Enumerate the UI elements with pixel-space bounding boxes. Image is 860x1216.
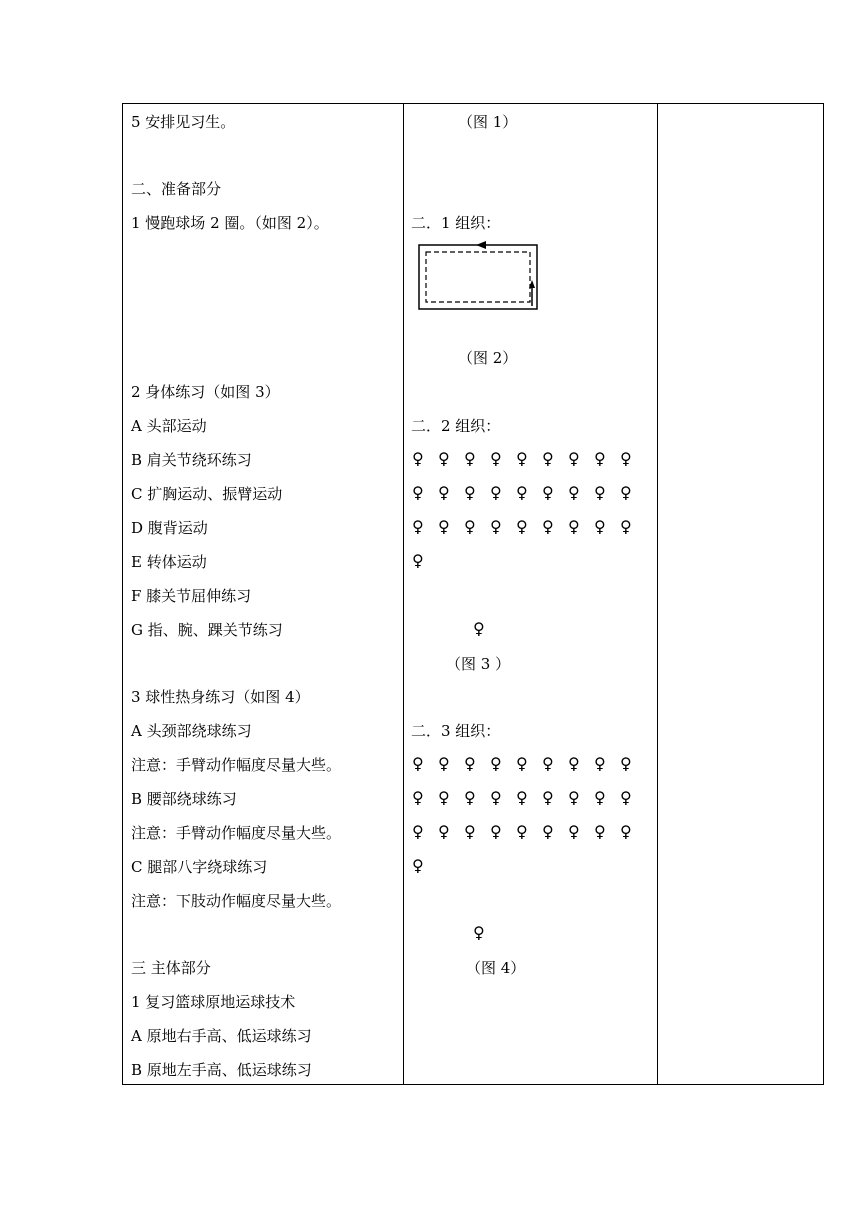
left-line-body-exercise: 2 身体练习（如图 3）	[131, 383, 280, 401]
student-symbol: ♀	[438, 483, 450, 502]
left-line-left-hand: B 原地左手高、低运球练习	[131, 1061, 312, 1079]
student-symbol: ♀	[438, 517, 450, 536]
left-line-jog: 1 慢跑球场 2 圈。（如图 2）。	[131, 214, 329, 232]
student-symbol: ♀	[594, 822, 606, 841]
left-line-waist-ball: B 腰部绕球练习	[131, 790, 237, 808]
student-symbol: ♀	[412, 788, 424, 807]
left-line-abdomen: D 腹背运动	[131, 519, 208, 537]
student-symbol: ♀	[542, 449, 554, 468]
left-line-twist: E 转体运动	[131, 553, 207, 571]
student-symbol: ♀	[490, 754, 502, 773]
student-symbol: ♀	[516, 788, 528, 807]
teacher-symbol-figure-3: ♀	[473, 619, 485, 638]
court-outline	[419, 245, 537, 309]
student-symbol: ♀	[490, 449, 502, 468]
left-line-section-preparation: 二、准备部分	[131, 180, 222, 198]
organization-3-label: 二．3 组织：	[411, 722, 501, 740]
figure-1-caption: （图 1）	[458, 113, 518, 131]
student-symbol: ♀	[594, 483, 606, 502]
student-symbol: ♀	[490, 483, 502, 502]
student-symbol: ♀	[620, 517, 632, 536]
student-symbol: ♀	[620, 754, 632, 773]
student-symbol: ♀	[438, 822, 450, 841]
student-symbol: ♀	[542, 483, 554, 502]
student-symbol: ♀	[568, 822, 580, 841]
organization-2-label: 二．2 组织：	[411, 417, 501, 435]
figure-2-caption: （图 2）	[458, 349, 518, 367]
column-divider-2	[657, 104, 658, 1084]
left-line-head: A 头部运动	[131, 417, 207, 435]
student-symbol: ♀	[438, 449, 450, 468]
running-path	[426, 252, 530, 302]
left-line-ball-warmup: 3 球性热身练习（如图 4）	[131, 688, 310, 706]
student-symbol: ♀	[438, 788, 450, 807]
student-symbol: ♀	[412, 822, 424, 841]
student-symbol: ♀	[516, 822, 528, 841]
left-line-right-hand: A 原地右手高、低运球练习	[131, 1027, 312, 1045]
student-symbol: ♀	[516, 517, 528, 536]
student-symbol: ♀	[464, 822, 476, 841]
student-symbol: ♀	[594, 517, 606, 536]
left-line-shoulder: B 肩关节绕环练习	[131, 451, 252, 469]
student-symbol: ♀	[568, 788, 580, 807]
left-line-neck-ball: A 头颈部绕球练习	[131, 722, 252, 740]
student-symbol: ♀	[438, 754, 450, 773]
student-symbol: ♀	[464, 754, 476, 773]
student-symbol: ♀	[568, 754, 580, 773]
student-symbol: ♀	[464, 449, 476, 468]
student-symbol: ♀	[412, 754, 424, 773]
student-symbol: ♀	[412, 517, 424, 536]
student-symbol: ♀	[516, 449, 528, 468]
figure-4-caption: （图 4）	[466, 959, 526, 977]
student-symbol: ♀	[620, 483, 632, 502]
left-line-note-2: 注意：手臂动作幅度尽量大些。	[131, 824, 342, 842]
student-symbol: ♀	[490, 517, 502, 536]
student-symbol: ♀	[412, 483, 424, 502]
teacher-symbol-figure-4: ♀	[473, 923, 485, 942]
student-symbol: ♀	[464, 483, 476, 502]
student-symbol: ♀	[542, 788, 554, 807]
left-line-chest: C 扩胸运动、振臂运动	[131, 485, 283, 503]
student-symbol: ♀	[490, 822, 502, 841]
student-symbol: ♀	[568, 449, 580, 468]
student-symbol: ♀	[542, 754, 554, 773]
left-line-dribble-review: 1 复习篮球原地运球技术	[131, 993, 296, 1011]
student-symbol: ♀	[620, 449, 632, 468]
left-line-knee: F 膝关节屈伸练习	[131, 587, 252, 605]
student-symbol: ♀	[568, 483, 580, 502]
left-line-leg-ball: C 腿部八字绕球练习	[131, 858, 268, 876]
left-line-note-1: 注意：手臂动作幅度尽量大些。	[131, 756, 342, 774]
left-line-wrist: G 指、腕、踝关节练习	[131, 621, 283, 639]
figure-3-caption: （图 3 ）	[446, 655, 511, 673]
student-symbol: ♀	[594, 788, 606, 807]
student-symbol: ♀	[594, 449, 606, 468]
student-symbol: ♀	[490, 788, 502, 807]
organization-1-label: 二．1 组织：	[411, 214, 501, 232]
student-symbol: ♀	[412, 551, 424, 570]
student-symbol: ♀	[568, 517, 580, 536]
student-symbol: ♀	[464, 788, 476, 807]
student-symbol: ♀	[412, 856, 424, 875]
column-divider-1	[403, 104, 404, 1084]
student-symbol: ♀	[542, 822, 554, 841]
left-line-note-3: 注意：下肢动作幅度尽量大些。	[131, 892, 342, 910]
left-line-section-main: 三 主体部分	[131, 959, 211, 977]
student-symbol: ♀	[542, 517, 554, 536]
student-symbol: ♀	[464, 517, 476, 536]
jogging-route-diagram	[418, 244, 540, 312]
left-line-arrange-observers: 5 安排见习生。	[131, 113, 236, 131]
student-symbol: ♀	[594, 754, 606, 773]
student-symbol: ♀	[412, 449, 424, 468]
student-symbol: ♀	[516, 483, 528, 502]
student-symbol: ♀	[516, 754, 528, 773]
student-symbol: ♀	[620, 788, 632, 807]
student-symbol: ♀	[620, 822, 632, 841]
